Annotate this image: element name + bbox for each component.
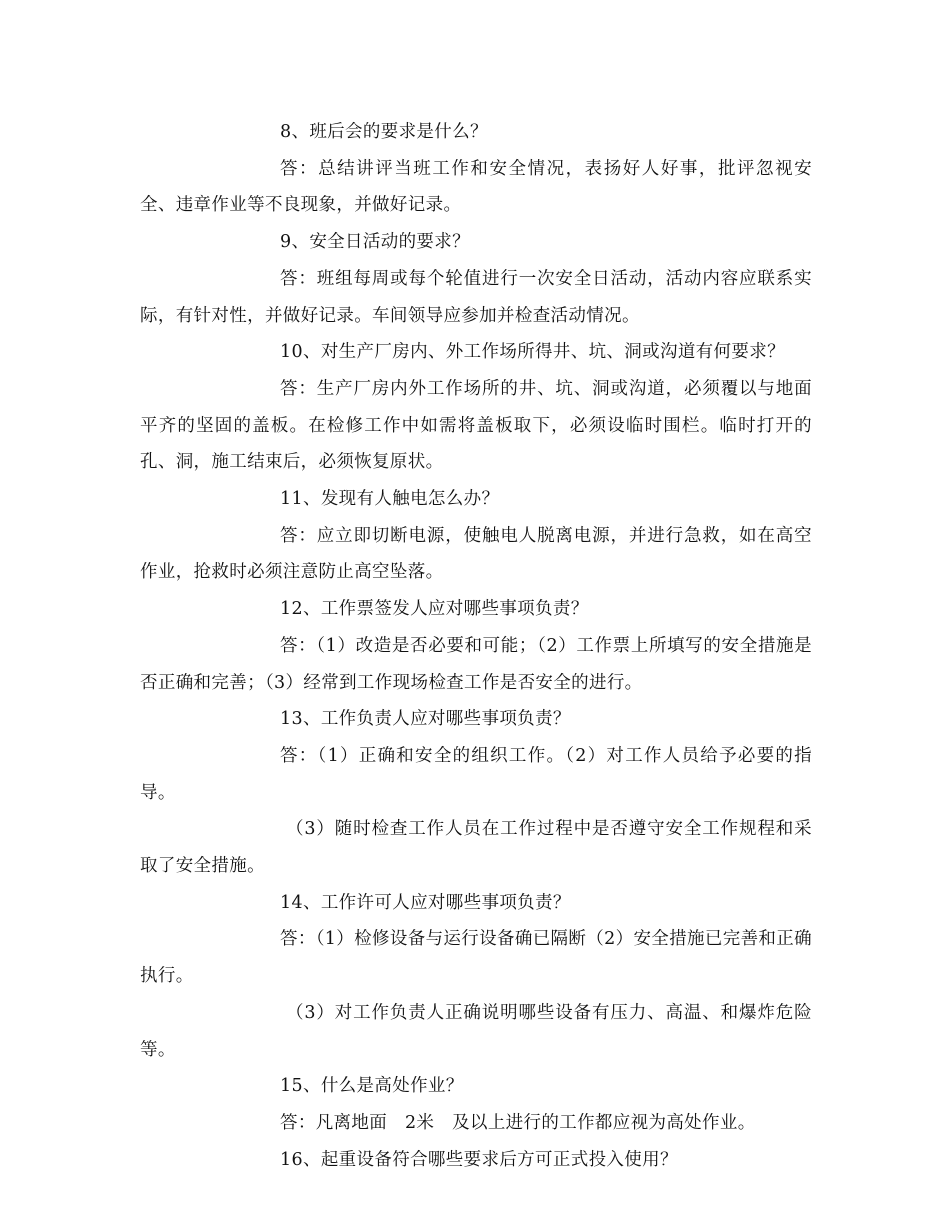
question-8: 8、班后会的要求是什么？ [280,122,488,142]
question-16: 16、起重设备符合哪些要求后方可正式投入使用？ [280,1149,678,1170]
question-12: 12、工作票签发人应对哪些事项负责？ [280,599,589,620]
question-14: 14、工作许可人应对哪些事项负责？ [280,892,571,913]
answer-11: 答：应立即切断电源，使触电人脱离电源，并进行急救，如在高空作业，抢救时必须注意防止高空坠落。 [140,525,812,583]
document-body [140,114,812,1178]
question-13: 13、工作负责人应对哪些事项负责？ [280,709,571,730]
answer-13: 答：（1）正确和安全的组织工作。（2）对工作人员给予必要的指导。 [140,745,812,803]
answer-12: 答：（1）改造是否必要和可能；（2）工作票上所填写的安全措施是否正确和完善；（3）经常到工作现场检查工作是否安全的进行。 [140,635,812,693]
answer-9: 答：班组每周或每个轮值进行一次安全日活动，活动内容应联系实际，有针对性，并做好记录。车间领导应参加并检查活动情况。 [140,268,812,326]
answer-10: 答：生产厂房内外工作场所的井、坑、洞或沟道，必须覆以与地面平齐的坚固的盖板。在检修工作中如需将盖板取下，必须设临时围栏。临时打开的孔、洞，施工结束后，必须恢复原状。 [140,378,812,473]
answer-14: 答：（1）检修设备与运行设备确已隔断（2）安全措施已完善和正确执行。 [140,929,812,987]
question-9: 9、安全日活动的要求？ [280,232,470,253]
question-11: 11、发现有人触电怎么办？ [280,489,500,510]
question-15: 15、什么是高处作业？ [280,1076,464,1097]
answer-13-continued: （3）随时检查工作人员在工作过程中是否遵守安全工作规程和采取了安全措施。 [140,819,812,877]
answer-8: 答：总结讲评当班工作和安全情况，表扬好人好事，批评忽视安全、违章作业等不良现象，并做好记录。 [140,158,812,216]
question-10: 10、对生产厂房内、外工作场所得井、坑、洞或沟道有何要求？ [280,342,785,363]
answer-14-continued: （3）对工作负责人正确说明哪些设备有压力、高温、和爆炸危险等。 [140,1002,812,1060]
answer-15: 答：凡离地面 2米 及以上进行的工作都应视为高处作业。 [280,1112,756,1133]
